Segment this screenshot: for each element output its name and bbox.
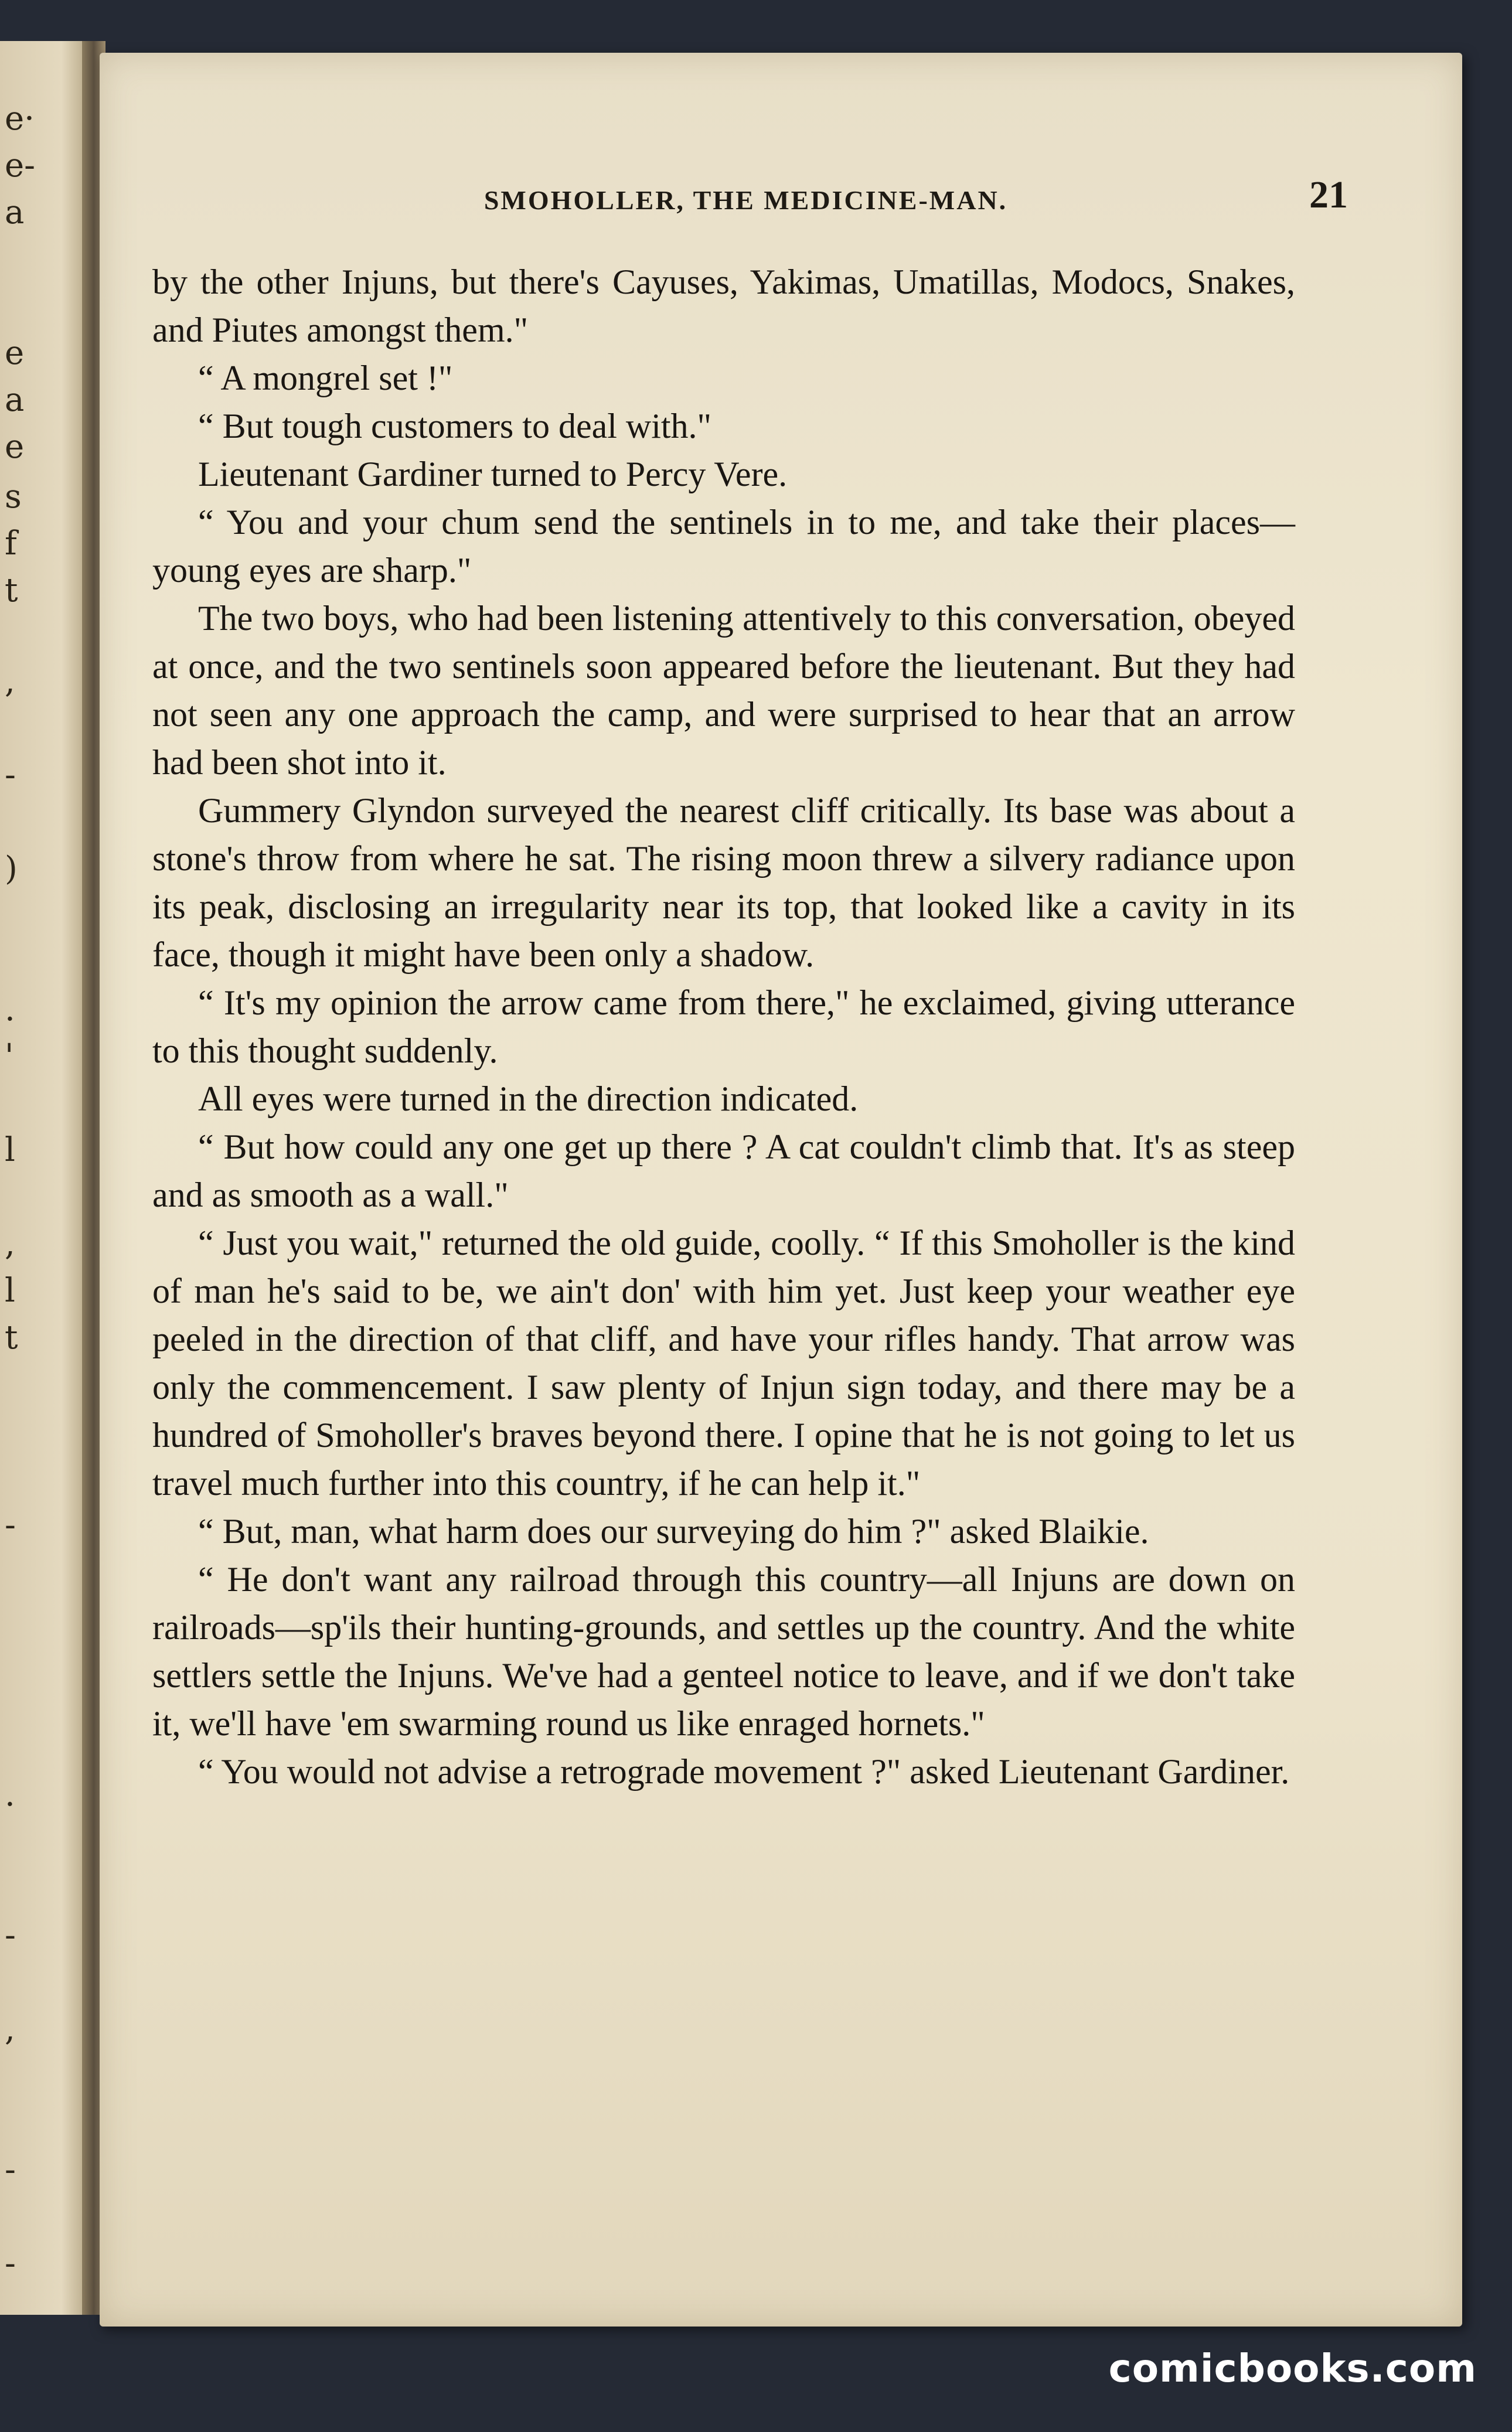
edge-char: l (5, 1131, 15, 1169)
paragraph: “ It's my opinion the arrow came from there," he exclaimed, giving utterance to this thought suddenly. (152, 983, 1295, 1070)
edge-char: e· (5, 100, 35, 138)
paragraph: Gummery Glyndon surveyed the nearest cliff critically. Its base was about a stone's throw from where he sat. The rising moon threw a silvery radiance upon its peak, disclosing an irregularity near its top, that looked like a cavity in its face, though it might have been only a shadow. (152, 791, 1295, 974)
paragraph: Lieutenant Gardiner turned to Percy Vere. (198, 455, 788, 493)
edge-char: . (5, 990, 15, 1028)
edge-char: t (5, 1319, 18, 1357)
site-watermark: comicbooks.com (1108, 2346, 1477, 2391)
edge-char: a (5, 193, 25, 231)
edge-char: l (5, 1272, 15, 1310)
paragraph: “ You and your chum send the sentinels in to me, and take their places—young eyes are sharp." (152, 503, 1295, 590)
edge-char: , (5, 1225, 15, 1263)
paragraph: by the other Injuns, but there's Cayuses, Yakimas, Umatillas, Modocs, Snakes, and Piutes amongst them." (152, 263, 1295, 349)
paragraph: “ But how could any one get up there ? A cat couldn't climb that. It's as steep and as smooth as a wall." (152, 1128, 1295, 1214)
edge-char: a (5, 381, 25, 419)
edge-char: - (5, 2244, 16, 2283)
paragraph: “ He don't want any railroad through this country—all Injuns are down on railroads—sp'ils their hunting-grounds, and settles up the country. And the white settlers settle the Injuns. We've had a genteel notice to leave, and if we don't take it, we'll have 'em swarming round us like enraged hornets." (152, 1560, 1295, 1743)
paragraph: “ But, man, what harm does our surveying do him ?" asked Blaikie. (198, 1512, 1149, 1551)
edge-char: e (5, 334, 25, 372)
edge-char: s (5, 478, 22, 516)
edge-char: - (5, 1506, 16, 1544)
edge-char: e (5, 428, 25, 466)
paragraph: “ But tough customers to deal with." (198, 407, 712, 445)
edge-char: . (5, 1776, 15, 1814)
edge-char: e- (5, 147, 36, 185)
edge-char: f (5, 524, 17, 563)
paragraph: The two boys, who had been listening attentively to this conversation, obeyed at once, and the two sentinels soon appeared before the lieutenant. But they had not seen any one approach the camp, and were surprised to hear that an arrow had been shot into it. (152, 599, 1295, 782)
facing-page-edge (0, 41, 88, 2315)
edge-char: ' (5, 1037, 14, 1075)
edge-char: , (5, 2010, 15, 2048)
edge-char: ) (5, 850, 18, 888)
paragraph: “ A mongrel set !" (198, 359, 453, 397)
paragraph: “ Just you wait," returned the old guide, coolly. “ If this Smoholler is the kind of man he's said to be, we ain't don' with him yet. Just keep your weather eye peeled in the direction of that cliff, and have your rifles handy. That arrow was only the commencement. I saw plenty of Injun sign today, and there may be a hundred of Smoholler's braves beyond there. I opine that he is not going to let us travel much further into this country, if he can help it." (152, 1224, 1295, 1503)
edge-char: , (5, 662, 15, 700)
paragraph: All eyes were turned in the direction indicated. (198, 1079, 859, 1118)
edge-char: - (5, 756, 16, 794)
running-title: SMOHOLLER, THE MEDICINE-MAN. (483, 185, 1008, 215)
paragraph: “ You would not advise a retrograde movement ?" asked Lieutenant Gardiner. (198, 1752, 1290, 1791)
edge-char: t (5, 571, 18, 609)
edge-char: - (5, 1916, 16, 1954)
body-text (152, 258, 1295, 1796)
page-number: 21 (1309, 173, 1348, 216)
book-page (100, 53, 1462, 2327)
edge-char: - (5, 2151, 16, 2189)
